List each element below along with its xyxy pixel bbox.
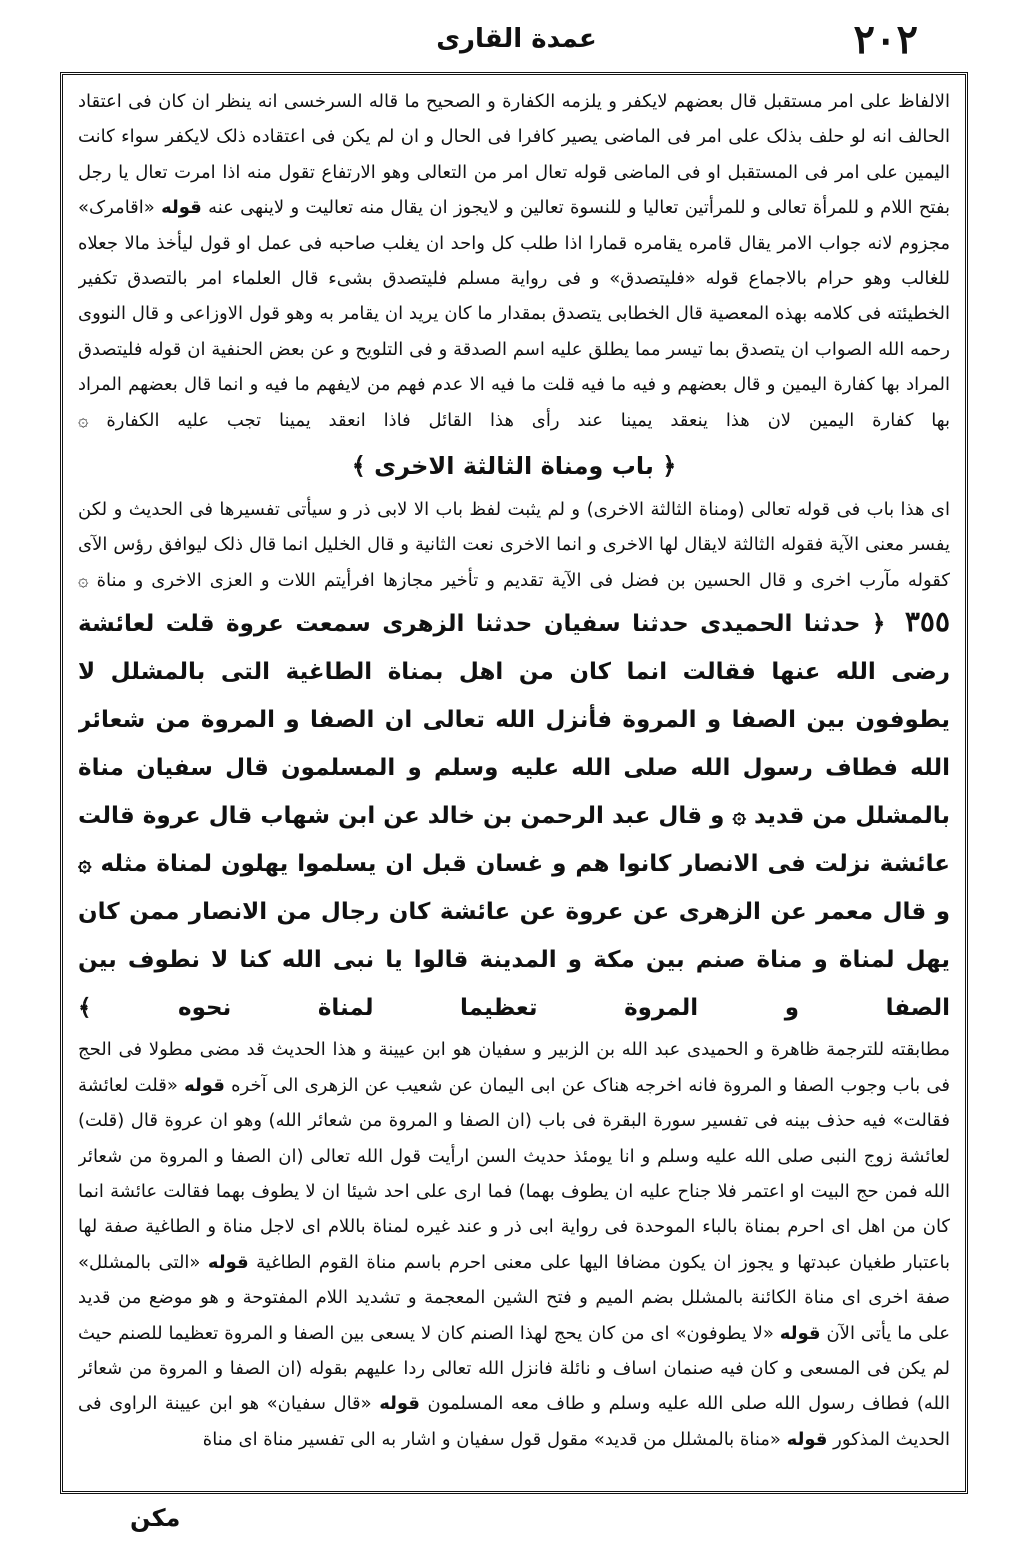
hadith-commentary <box>78 1032 950 1457</box>
chapter-explanation: ای هذا باب فی قوله تعالی (ومناة الثالثة الاخری) و لم یثبت لفظ باب الا لابی ذر و سیأتی تفسیرها فی الحدیث و لکن یفسر معنی الآیة فقوله الثالثة لایقال لها الاخری و انما الاخری نعت الثانیة و قال الخلیل انما قال ذلک لیوافق رؤس الآی کقوله مآرب اخری و قال الحسین بن فضل فی الآیة تقدیم و تأخیر مجازها افرأیتم اللات و العزی الاخری و مناة ۞ <box>78 499 950 591</box>
qawluhu-keyword: قوله <box>161 197 202 219</box>
catchword: مکن <box>130 1504 181 1532</box>
commentary-text: «اقامرک» مجزوم لانه جواب الامر یقال قامره یقامره قمارا اذا طلب کل واحد ان یغلب صاحبه فی عمل او قول لیأخذ مالا جعلاه للغالب وهو حرام بالاجماع قوله «فلیتصدق» و فی روایة مسلم فلیتصدق بشیء قال العلماء امر بالتصدق تکفیر الخطیئته فی کلامه بهذه المعصیة قال الخطابی یتصدق بمقدار ما کان یرید ان یقامر به وهو قول الاوزاعی و قال النووی رحمه الله الصواب ان یتصدق بما تیسر مما یطلق علیه اسم الصدقة و فی التلویح و عن بعض الحنفیة ان قوله فلیتصدق المراد بها کفارة الیمین و قال بعضهم و فیه ما فیه قلت ما فیه الا عدم فهم من لایفهم ما فیه و انما قال بعضهم المراد بها کفارة الیمین لان هذا ینعقد یمینا عند رأی هذا القائل فاذا انعقد یمینا تجب علیه الکفارة ۞ <box>78 197 950 431</box>
commentary-text: «قلت لعائشة فقالت» فیه حذف بینه فی تفسیر سورة البقرة فی باب (ان الصفا و المروة من شعائر الله) وهو ان عروة قال (قلت) لعائشة زوج النبی صلی الله علیه وسلم و انا یومئذ حدیث السن ارأیت قول الله تعالی (ان الصفا و المروة من شعائر الله فمن حج البیت او اعتمر فلا جناح علیه ان یطوف بهما) فما اری علی احد شیئا ان لا یطوف بهما فقالت عائشة انما کان من اهل ای احرم بمناة بالباء الموحدة فی روایة ابی ذر و عند غیره لمناة باللام ای لاجل مناة و الطاغیة صفة لها باعتبار طغیان عبدتها و یجوز ان یکون مضافا الیها علی معنی احرم باسم مناة القوم الطاغیة <box>78 1074 950 1273</box>
main-text-block <box>78 84 950 1484</box>
hadith-block <box>78 598 950 1032</box>
qawluhu-keyword: قوله <box>207 1251 249 1273</box>
commentary-text: مطابقته للترجمة ظاهرة و الحمیدی عبد الله بن الزبیر و سفیان هو ابن عیینة و هذا الحدیث قد مضی مطولا فی الحج فی باب وجوب الصفا و المروة فانه اخرجه هناک عن ابی الیمان عن شعیب عن الزهری الی آخره <box>78 1039 950 1096</box>
commentary-text: الالفاظ علی امر مستقبل قال بعضهم لایکفر و یلزمه الکفارة و الصحیح ما قاله السرخسی انه ینظر ان کان فی اعتقاد الحالف انه لو حلف بذلک علی امر فی الماضی یصیر کافرا فی الحال و ان لم یکن فی اعتقاده ذلک لایکفر سواء کانت الیمین علی امر فی المستقبل او فی الماضی قوله تعال امر من التعالی وهو الارتفاع تقول منه اذا امرت تعال یا رجل بفتح اللام و للمرأة تعالی و للمرأتین تعالیا و للنسوة تعالین و لایجوز ان یقال منه تعالیت و لاینهی عنه <box>78 91 950 219</box>
commentary-paragraph <box>78 84 950 438</box>
qawluhu-keyword: قوله <box>184 1074 225 1096</box>
hadith-number: ٣٥٥ <box>904 605 950 639</box>
commentary-text: «لا یطوفون» ای من کان یحج لهذا الصنم کان لا یسعی بین الصفا و المروة تعظیما للصنم حیث لم یکن فی المسعی و کان فیه صنمان اساف و نائلة فانزل الله تعالی ردا علیهم بقوله (ان الصفا و المروة من شعائر الله) فطاف رسول الله صلی الله علیه وسلم و طاف معه المسلمون <box>78 1322 950 1415</box>
qawluhu-keyword: قوله <box>779 1322 821 1344</box>
page-number: ۲۰۲ <box>853 16 918 63</box>
commentary-text: «قال سفیان» هو ابن عیینة الراوی فی الحدیث المذکور <box>78 1393 950 1450</box>
commentary-text: «مناة بالمشلل من قدید» مقول قول سفیان و اشار به الی تفسیر مناة ای مناة <box>202 1428 781 1450</box>
commentary-text: «التی بالمشلل» صفة اخری ای مناة الکائنة بالمشلل بضم المیم و فتح الشین المعجمة و تشدید اللام المفتوحة و هو موضع من قدید علی ما یأتی الآن <box>78 1251 950 1344</box>
book-title: عمدة القاری <box>436 24 597 54</box>
qawluhu-keyword: قوله <box>786 1428 828 1450</box>
chapter-heading: ﴿ باب ومناة الثالثة الاخری ﴾ <box>351 452 677 481</box>
qawluhu-keyword: قوله <box>379 1393 420 1415</box>
hadith-text: ﴿ حدثنا الحمیدی حدثنا سفیان حدثنا الزهری سمعت عروة قلت لعائشة رضی الله عنها فقالت انما کان من اهل بمناة الطاغیة التی بالمشلل لا یطوفون بین الصفا و المروة فأنزل الله تعالی ان الصفا و المروة من شعائر الله فطاف رسول الله صلی الله علیه وسلم و المسلمون قال سفیان مناة بالمشلل من قدید ۞ و قال عبد الرحمن بن خالد عن ابن شهاب قال عروة قالت عائشة نزلت فی الانصار کانوا هم و غسان قبل ان یسلموا یهلون لمناة مثله ۞ و قال معمر عن الزهری عن عروة عن عائشة کان رجال من الانصار ممن کان یهل لمناة و مناة صنم بین مکة و المدینة قالوا یا نبی الله کنا لا نطوف بین الصفا و المروة تعظیما لمناة نحوه ﴾ <box>78 611 950 1022</box>
page-header <box>60 16 973 68</box>
